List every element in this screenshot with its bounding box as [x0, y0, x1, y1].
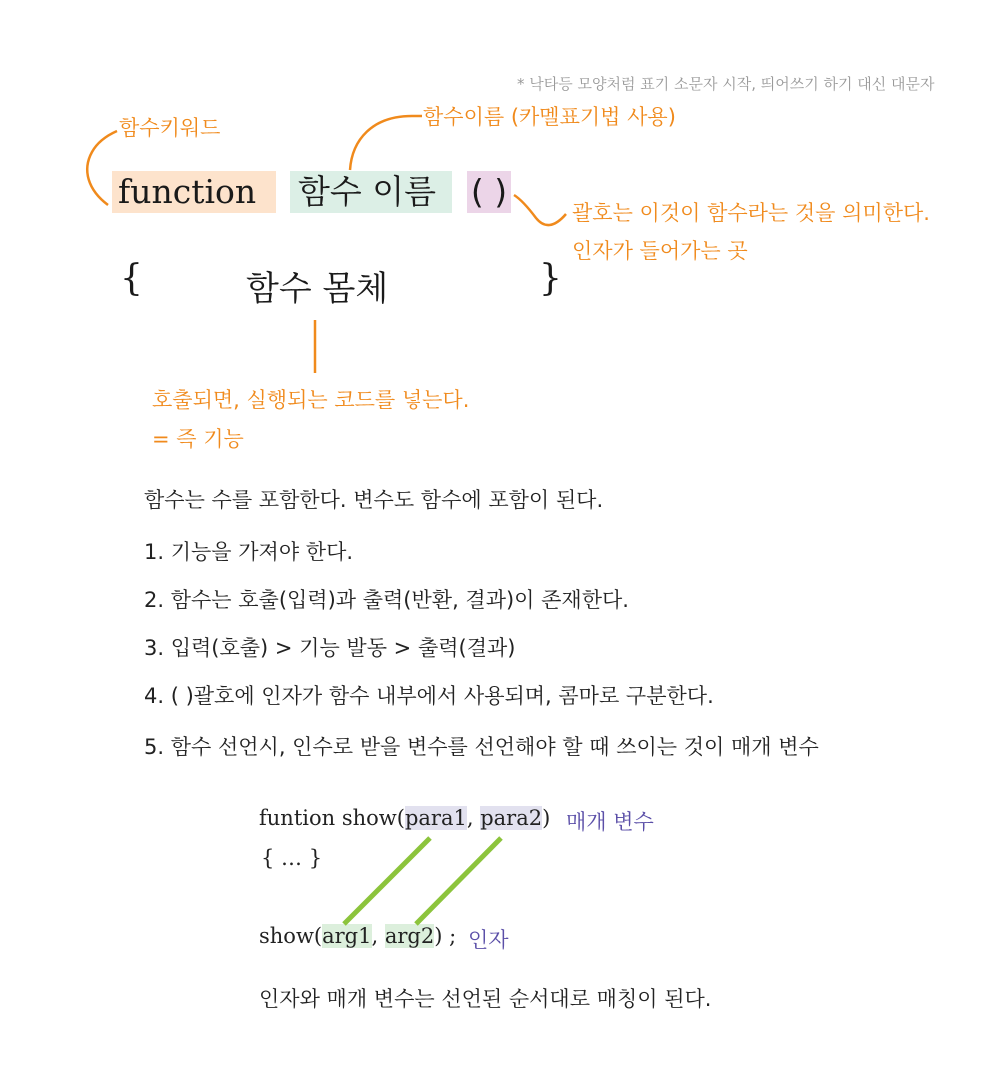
- note-item-2: 2. 함수는 호출(입력)과 출력(반환, 결과)이 존재한다.: [144, 588, 629, 612]
- arg-2: arg2: [384, 924, 435, 948]
- argument-label: 인자: [468, 928, 509, 952]
- parens-annotation-line2: 인자가 들어가는 곳: [572, 239, 748, 263]
- param2-arg2-connector: [416, 838, 501, 924]
- note-item-1: 1. 기능을 가져야 한다.: [144, 540, 354, 564]
- parameter-label: 매개 변수: [566, 810, 654, 834]
- definition-prefix: funtion show(: [259, 806, 405, 830]
- param-2: para2: [480, 806, 543, 830]
- note-item-5: 5. 함수 선언시, 인수로 받을 변수를 선언해야 할 때 쓰이는 것이 매개 변수: [144, 735, 819, 759]
- body-annotation-line1: 호출되면, 실행되는 코드를 넣는다.: [152, 388, 470, 412]
- naming-convention-note: * 낙타등 모양처럼 표기 소문자 시작, 띄어쓰기 하기 대신 대문자: [517, 75, 935, 93]
- example-definition: [259, 806, 550, 830]
- parens-annotation-line1: 괄호는 이것이 함수라는 것을 의미한다.: [572, 201, 930, 225]
- note-item-3: 3. 입력(호출) > 기능 발동 > 출력(결과): [144, 636, 516, 660]
- parens-connector: [514, 195, 566, 225]
- example-call: [259, 924, 456, 948]
- arg-1: arg1: [322, 924, 372, 948]
- name-connector: [350, 116, 422, 170]
- function-name-box: 함수 이름: [290, 171, 452, 213]
- definition-comma: ,: [466, 806, 481, 830]
- matching-summary: 인자와 매개 변수는 선언된 순서대로 매칭이 된다.: [259, 987, 712, 1011]
- function-keyword-box: function: [112, 171, 276, 213]
- function-body-label: 함수 몸체: [246, 269, 389, 309]
- note-intro: 함수는 수를 포함한다. 변수도 함수에 포함이 된다.: [144, 488, 604, 512]
- param-1: para1: [404, 806, 467, 830]
- note-item-4: 4. ( )괄호에 인자가 함수 내부에서 사용되며, 콤마로 구분한다.: [144, 684, 714, 708]
- call-prefix: show(: [259, 924, 323, 948]
- open-brace: {: [120, 258, 143, 299]
- keyword-annotation: 함수키워드: [119, 116, 221, 140]
- definition-suffix: ): [542, 806, 551, 830]
- body-annotation-line2: = 즉 기능: [152, 427, 244, 451]
- close-brace: }: [539, 258, 562, 299]
- call-comma: ,: [371, 924, 385, 948]
- example-body: { … }: [261, 846, 323, 870]
- function-name-annotation: 함수이름 (카멜표기법 사용): [423, 105, 676, 129]
- param1-arg1-connector: [344, 838, 430, 924]
- call-suffix: ) ;: [434, 924, 457, 948]
- parentheses-box: ( ): [467, 171, 511, 213]
